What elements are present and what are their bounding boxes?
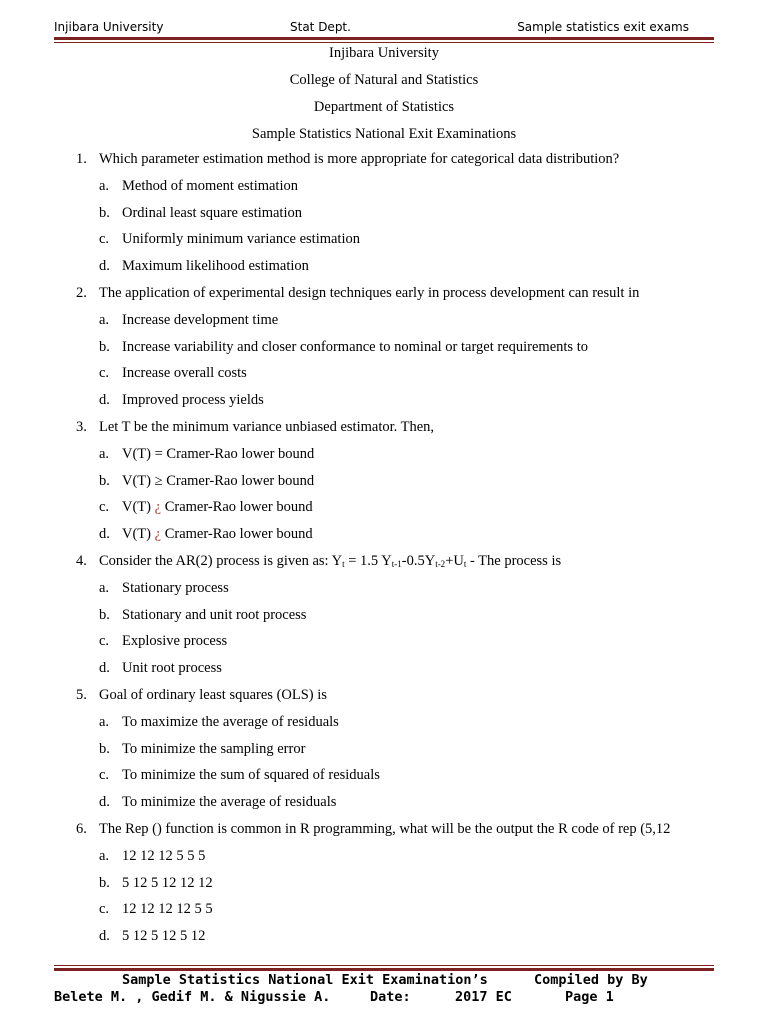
footer-date-value: 2017 EC bbox=[455, 989, 512, 1005]
option-letter: a. bbox=[99, 847, 110, 864]
title-department: Department of Statistics bbox=[313, 99, 455, 115]
option-text: Uniformly minimum variance estimation bbox=[122, 231, 360, 248]
option-letter: c. bbox=[99, 231, 110, 248]
title-college: College of Natural and Statistics bbox=[289, 72, 479, 88]
option-letter: c. bbox=[99, 365, 110, 382]
footer-compiled-by: Compiled by By bbox=[534, 972, 648, 988]
option-text: Stationary and unit root process bbox=[122, 606, 307, 623]
option-letter: c. bbox=[99, 901, 110, 918]
footer-page-number: Page 1 bbox=[565, 989, 614, 1005]
question-number: 6. bbox=[76, 820, 87, 837]
question-text bbox=[99, 550, 561, 572]
inverted-question-glyph: ¿ bbox=[154, 499, 162, 516]
option-text: Stationary process bbox=[122, 579, 229, 596]
option-1d bbox=[0, 255, 768, 282]
question-text: Goal of ordinary least squares (OLS) is bbox=[99, 686, 327, 703]
option-letter: d. bbox=[99, 794, 110, 811]
title-exam: Sample Statistics National Exit Examinations bbox=[251, 126, 517, 142]
option-text: Improved process yields bbox=[122, 392, 264, 409]
equation-part: = 1.5 Y bbox=[344, 552, 392, 569]
option-letter: b. bbox=[99, 874, 110, 891]
option-text: V(T) = Cramer-Rao lower bound bbox=[122, 445, 315, 462]
option-text: To minimize the average of residuals bbox=[122, 794, 337, 811]
option-letter: c. bbox=[99, 499, 110, 516]
option-text: Ordinal least square estimation bbox=[122, 204, 302, 221]
option-text: Explosive process bbox=[122, 633, 228, 650]
equation-subscript: t bbox=[342, 558, 345, 569]
option-2b bbox=[0, 336, 768, 363]
header-document-title: Sample statistics exit exams bbox=[517, 20, 689, 34]
question-number: 2. bbox=[76, 284, 87, 301]
question-text: Which parameter estimation method is more appropriate for categorical data distribution? bbox=[99, 151, 620, 167]
option-text-prefix: V(T) bbox=[122, 526, 155, 543]
page-header bbox=[54, 18, 714, 36]
question-number: 4. bbox=[76, 552, 87, 569]
option-3b bbox=[0, 470, 768, 497]
equation-part: Consider the AR(2) process is given as: Y bbox=[99, 552, 343, 569]
question-list bbox=[0, 148, 768, 952]
option-letter: d. bbox=[99, 660, 110, 677]
footer-rule-thin bbox=[54, 965, 714, 966]
option-text: 5 12 5 12 5 12 bbox=[122, 928, 206, 945]
option-letter: b. bbox=[99, 606, 110, 623]
option-1a bbox=[0, 175, 768, 202]
question-number: 3. bbox=[76, 418, 87, 435]
option-letter: b. bbox=[99, 338, 110, 355]
option-letter: a. bbox=[99, 713, 110, 730]
option-text bbox=[122, 523, 313, 545]
question-text: Let T be the minimum variance unbiased estimator. Then, bbox=[99, 418, 435, 435]
option-text: Method of moment estimation bbox=[122, 177, 298, 194]
option-text: Increase overall costs bbox=[122, 365, 247, 382]
option-letter: d. bbox=[99, 526, 110, 543]
option-letter: c. bbox=[99, 633, 110, 650]
footer-exam-title: Sample Statistics National Exit Examination’s bbox=[122, 972, 488, 988]
footer-date-label: Date: bbox=[370, 989, 411, 1005]
option-text: To minimize the sum of squared of residuals bbox=[122, 767, 380, 784]
equation-subscript: t-1 bbox=[391, 558, 402, 569]
equation-part: +U bbox=[445, 552, 464, 569]
header-rule-thick bbox=[54, 37, 714, 40]
option-6b bbox=[0, 872, 768, 899]
option-letter: a. bbox=[99, 177, 110, 194]
option-1b bbox=[0, 202, 768, 229]
option-letter: d. bbox=[99, 928, 110, 945]
option-5b bbox=[0, 738, 768, 765]
option-letter: a. bbox=[99, 579, 110, 596]
option-text-suffix: Cramer-Rao lower bound bbox=[161, 526, 313, 543]
option-6c bbox=[0, 898, 768, 925]
option-text: Increase variability and closer conformance to nominal or target requirements to bbox=[122, 338, 588, 355]
option-6d bbox=[0, 925, 768, 952]
question-6 bbox=[0, 818, 768, 845]
option-letter: b. bbox=[99, 204, 110, 221]
option-4d bbox=[0, 657, 768, 684]
option-letter: b. bbox=[99, 740, 110, 757]
option-letter: a. bbox=[99, 311, 110, 328]
option-letter: a. bbox=[99, 445, 110, 462]
equation-part: - The process is bbox=[466, 552, 562, 569]
option-text-prefix: V(T) bbox=[122, 499, 155, 516]
option-5c bbox=[0, 764, 768, 791]
option-2a bbox=[0, 309, 768, 336]
equation-subscript: t bbox=[463, 558, 467, 569]
question-1 bbox=[0, 148, 768, 175]
question-number: 1. bbox=[76, 151, 87, 167]
option-text: 5 12 5 12 12 12 bbox=[122, 874, 213, 891]
option-text: 12 12 12 5 5 5 bbox=[122, 847, 206, 864]
inverted-question-glyph: ¿ bbox=[154, 526, 162, 543]
option-text: 12 12 12 12 5 5 bbox=[122, 901, 213, 918]
option-text-suffix: Cramer-Rao lower bound bbox=[161, 499, 313, 516]
option-letter: d. bbox=[99, 258, 110, 275]
footer-authors: Belete M. , Gedif M. & Nigussie A. bbox=[54, 989, 331, 1005]
option-letter: b. bbox=[99, 472, 110, 489]
option-3c bbox=[0, 496, 768, 523]
option-4b bbox=[0, 604, 768, 631]
option-text: V(T) ≥ Cramer-Rao lower bound bbox=[122, 472, 315, 489]
option-text: To maximize the average of residuals bbox=[122, 713, 339, 730]
question-text: The application of experimental design techniques early in process development can result in bbox=[99, 284, 640, 301]
option-3d bbox=[0, 523, 768, 550]
option-1c bbox=[0, 228, 768, 255]
option-text: To minimize the sampling error bbox=[122, 740, 306, 757]
equation-part: -0.5Y bbox=[401, 552, 436, 569]
page-footer bbox=[0, 972, 768, 1006]
question-text: The Rep () function is common in R programming, what will be the output the R code of rep (5,12 bbox=[99, 820, 671, 837]
header-university: Injibara University bbox=[54, 20, 164, 34]
option-5a bbox=[0, 711, 768, 738]
option-text bbox=[122, 496, 313, 518]
question-3 bbox=[0, 416, 768, 443]
option-4a bbox=[0, 577, 768, 604]
option-2c bbox=[0, 362, 768, 389]
question-5 bbox=[0, 684, 768, 711]
option-6a bbox=[0, 845, 768, 872]
question-number: 5. bbox=[76, 686, 87, 703]
option-5d bbox=[0, 791, 768, 818]
option-4c bbox=[0, 630, 768, 657]
title-block bbox=[0, 42, 768, 150]
header-department: Stat Dept. bbox=[290, 20, 351, 34]
option-text: Increase development time bbox=[122, 311, 279, 328]
title-university: Injibara University bbox=[329, 45, 439, 61]
question-4 bbox=[0, 550, 768, 577]
option-text: Unit root process bbox=[122, 660, 222, 677]
option-letter: d. bbox=[99, 392, 110, 409]
option-text: Maximum likelihood estimation bbox=[122, 258, 309, 275]
equation-subscript: t-2 bbox=[435, 558, 446, 569]
question-2 bbox=[0, 282, 768, 309]
option-letter: c. bbox=[99, 767, 110, 784]
footer-rule-thick bbox=[54, 968, 714, 971]
option-3a bbox=[0, 443, 768, 470]
option-2d bbox=[0, 389, 768, 416]
